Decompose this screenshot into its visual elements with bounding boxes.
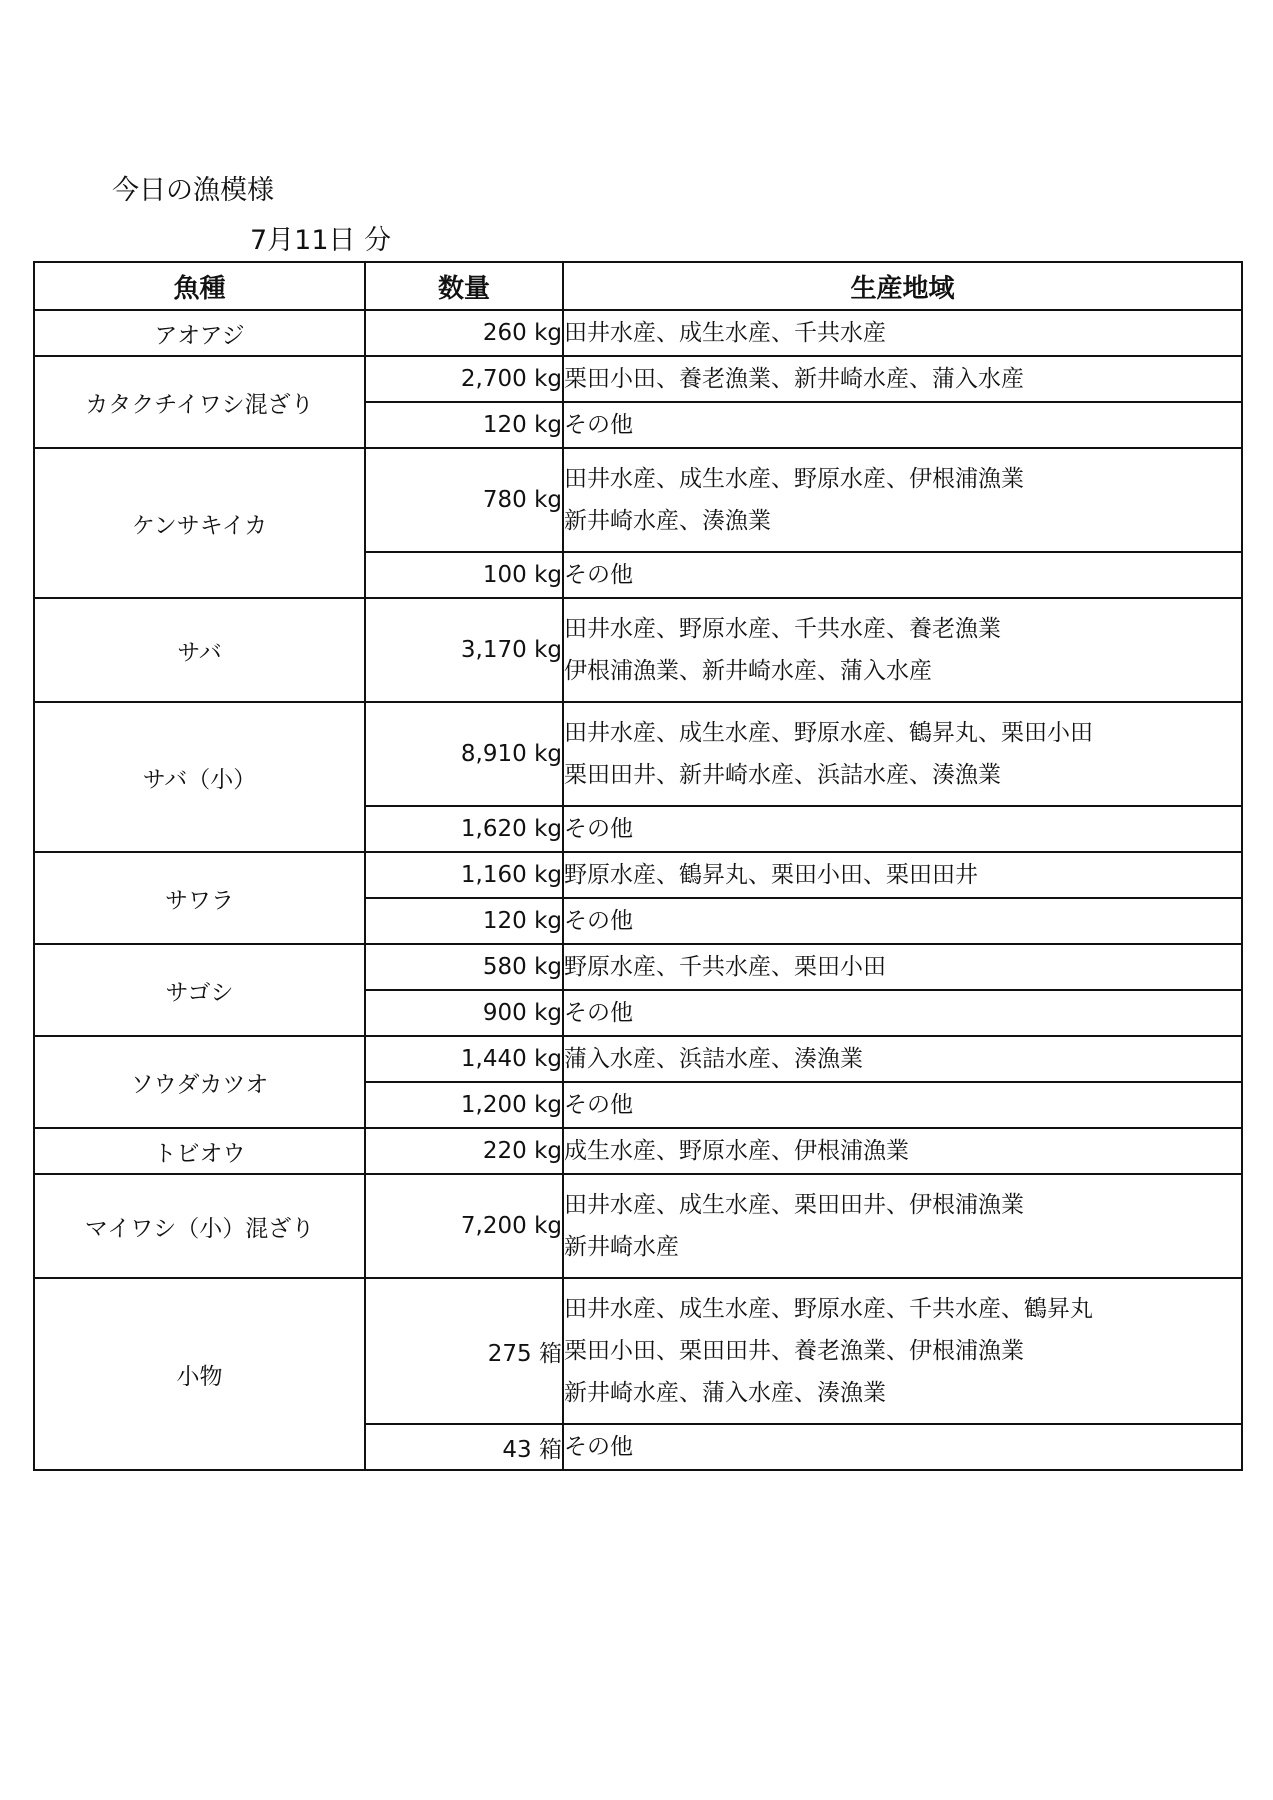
region-cell [563,1278,1242,1424]
region-line: その他 [564,1092,633,1118]
region-cell [563,1174,1242,1278]
region-cell [563,1128,1242,1174]
table-row [34,852,1242,898]
region-line: 田井水産、成生水産、野原水産、千共水産、鶴昇丸 [564,1296,1093,1322]
region-line: 栗田小田、栗田田井、養老漁業、伊根浦漁業 [564,1338,1024,1364]
region-line: 田井水産、成生水産、野原水産、伊根浦漁業 [564,466,1024,492]
region-line: 栗田田井、新井崎水産、浜詰水産、湊漁業 [564,762,1001,788]
species-cell: ソウダカツオ [34,1036,365,1128]
quantity-cell: 43 箱 [365,1424,563,1470]
catch-table [33,261,1243,1471]
quantity-cell: 275 箱 [365,1278,563,1424]
quantity-cell: 7,200 kg [365,1174,563,1278]
region-cell [563,356,1242,402]
region-line: 成生水産、野原水産、伊根浦漁業 [564,1138,909,1164]
header-species: 魚種 [34,262,365,310]
table-row [34,1128,1242,1174]
species-cell: アオアジ [34,310,365,356]
table-row [34,448,1242,552]
page-title: 今日の漁模様 [112,175,274,206]
species-cell: サワラ [34,852,365,944]
quantity-cell: 260 kg [365,310,563,356]
region-cell [563,1036,1242,1082]
region-cell [563,1424,1242,1470]
species-cell: サバ（小） [34,702,365,852]
quantity-cell: 100 kg [365,552,563,598]
quantity-cell: 1,160 kg [365,852,563,898]
region-cell [563,310,1242,356]
quantity-cell: 1,440 kg [365,1036,563,1082]
region-line: その他 [564,1434,633,1460]
quantity-cell: 780 kg [365,448,563,552]
region-line: 新井崎水産、湊漁業 [564,508,771,534]
header-region: 生産地域 [563,262,1242,310]
species-cell: サゴシ [34,944,365,1036]
region-line: 野原水産、千共水産、栗田小田 [564,954,886,980]
region-line: 田井水産、成生水産、千共水産 [564,320,886,346]
species-cell: サバ [34,598,365,702]
region-line: 蒲入水産、浜詰水産、湊漁業 [564,1046,863,1072]
table-row [34,702,1242,806]
table-row [34,944,1242,990]
region-line: 新井崎水産 [564,1234,679,1260]
quantity-cell: 3,170 kg [365,598,563,702]
region-line: 栗田小田、養老漁業、新井崎水産、蒲入水産 [564,366,1024,392]
region-cell [563,702,1242,806]
region-line: 田井水産、成生水産、野原水産、鶴昇丸、栗田小田 [564,720,1093,746]
quantity-cell: 220 kg [365,1128,563,1174]
species-cell: トビオウ [34,1128,365,1174]
region-cell [563,806,1242,852]
quantity-cell: 1,620 kg [365,806,563,852]
table-row [34,1278,1242,1424]
table-row [34,310,1242,356]
region-cell [563,402,1242,448]
region-line: その他 [564,562,633,588]
quantity-cell: 2,700 kg [365,356,563,402]
table-header-row [34,262,1242,310]
table-row [34,598,1242,702]
quantity-cell: 120 kg [365,898,563,944]
quantity-cell: 1,200 kg [365,1082,563,1128]
quantity-cell: 120 kg [365,402,563,448]
region-line: その他 [564,412,633,438]
quantity-cell: 8,910 kg [365,702,563,806]
region-cell [563,990,1242,1036]
species-cell: ケンサキイカ [34,448,365,598]
species-cell: マイワシ（小）混ざり [34,1174,365,1278]
quantity-cell: 900 kg [365,990,563,1036]
region-line: 田井水産、野原水産、千共水産、養老漁業 [564,616,1001,642]
region-cell [563,1082,1242,1128]
table-row [34,1174,1242,1278]
region-line: 田井水産、成生水産、栗田田井、伊根浦漁業 [564,1192,1024,1218]
region-cell [563,898,1242,944]
region-line: 野原水産、鶴昇丸、栗田小田、栗田田井 [564,862,978,888]
region-line: その他 [564,908,633,934]
table-row [34,1036,1242,1082]
region-cell [563,448,1242,552]
region-cell [563,944,1242,990]
region-cell [563,598,1242,702]
region-line: その他 [564,1000,633,1026]
quantity-cell: 580 kg [365,944,563,990]
table-row [34,356,1242,402]
region-line: 新井崎水産、蒲入水産、湊漁業 [564,1380,886,1406]
table-body [34,310,1242,1470]
report-date: 7月11日 分 [250,225,392,256]
species-cell: 小物 [34,1278,365,1470]
region-cell [563,852,1242,898]
header-quantity: 数量 [365,262,563,310]
region-line: 伊根浦漁業、新井崎水産、蒲入水産 [564,658,932,684]
species-cell: カタクチイワシ混ざり [34,356,365,448]
region-line: その他 [564,816,633,842]
region-cell [563,552,1242,598]
